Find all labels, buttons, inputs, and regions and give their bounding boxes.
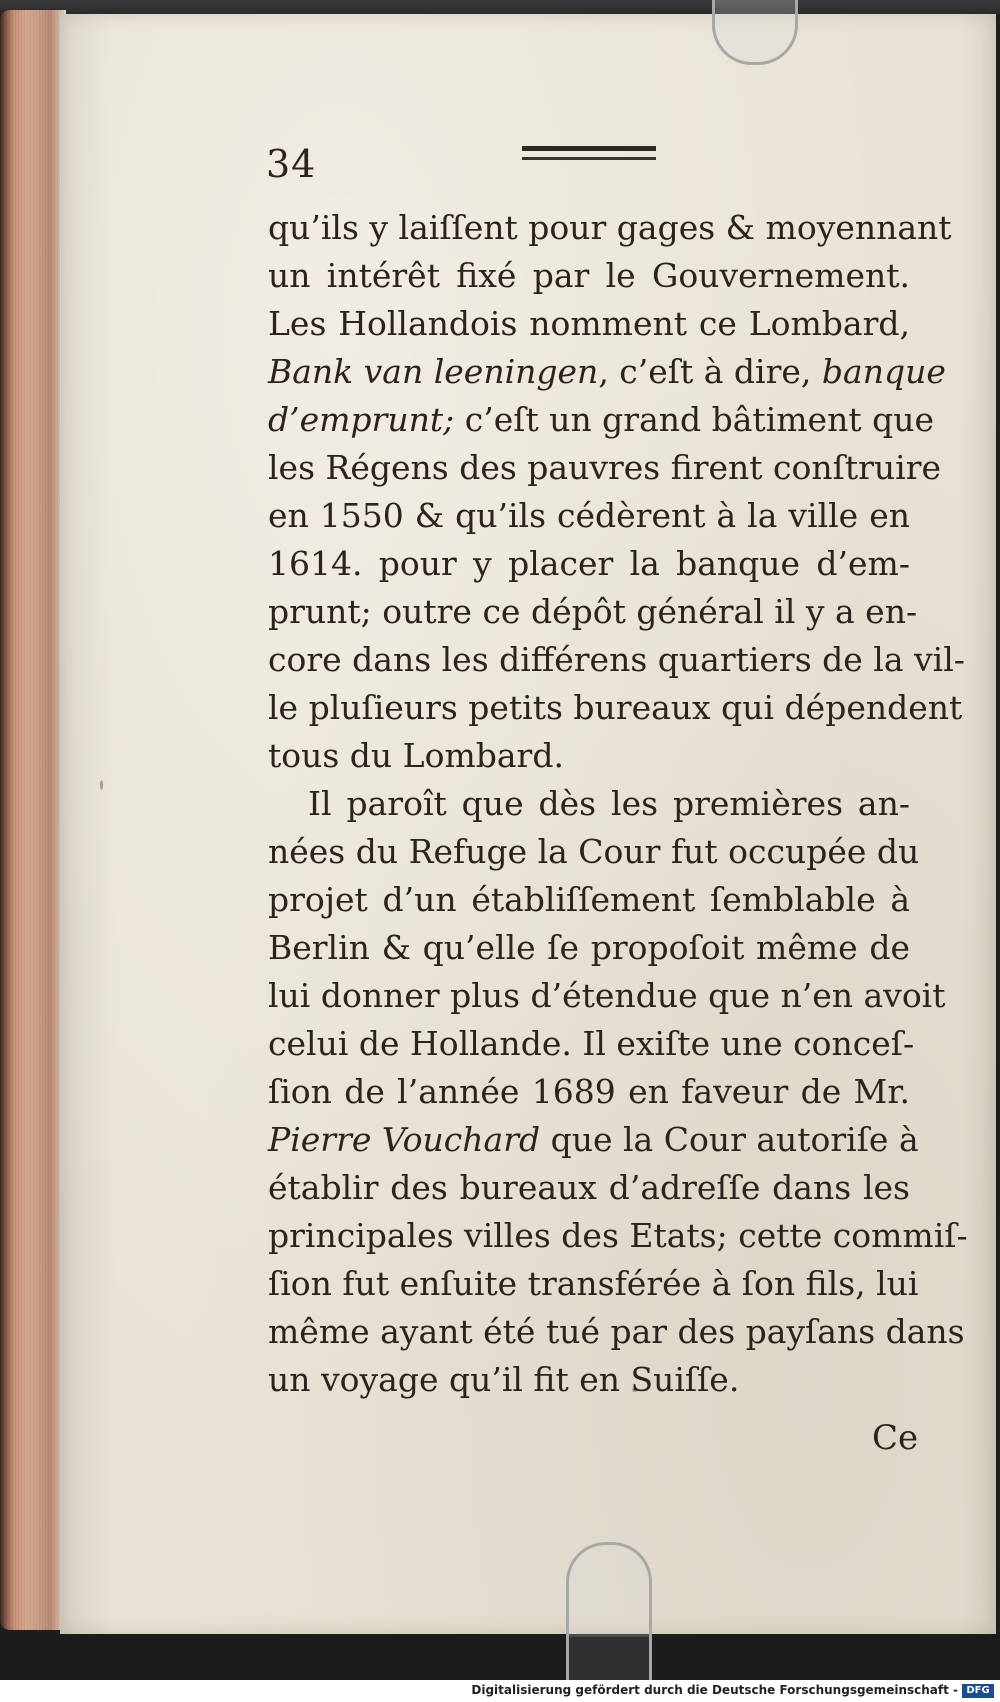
catchword: Ce — [872, 1418, 919, 1458]
text-line — [268, 540, 910, 588]
paper-speck — [100, 780, 103, 790]
text-line — [268, 1308, 965, 1356]
text-line — [268, 1260, 919, 1308]
page-number: 34 — [266, 142, 317, 186]
text-run: qu’ils y laiſſent pour gages & moyennant — [268, 208, 952, 247]
text-line — [268, 444, 942, 492]
text-line — [268, 636, 965, 684]
book-page-edges — [0, 10, 66, 1630]
text-run: projet d’un établiſſement ſemblable à — [268, 880, 910, 919]
text-line — [268, 924, 910, 972]
text-run: prunt; outre ce dépôt général il y a en- — [268, 592, 918, 631]
text-line — [268, 1164, 910, 1212]
text-run: principales villes des Etats; cette commiſ- — [268, 1216, 968, 1255]
text-run: même ayant été tué par des payſans dans — [268, 1312, 965, 1351]
text-run: ſion fut enſuite transférée à ſon fils, lui — [268, 1264, 919, 1303]
text-line — [268, 204, 952, 252]
text-run: les Régens des pauvres firent conſtruire — [268, 448, 942, 487]
text-line — [268, 1356, 910, 1404]
text-run: nées du Refuge la Cour fut occupée du — [268, 832, 920, 871]
text-run: un voyage qu’il fit en Suiſſe. — [268, 1360, 740, 1399]
digitization-credit: Digitalisierung gefördert durch die Deutsche Forschungsgemeinschaft - — [471, 1683, 958, 1697]
text-run: Les Hollandois nomment ce Lombard, — [268, 304, 910, 343]
italic-text: Pierre Vouchard — [268, 1120, 541, 1159]
text-line — [268, 300, 910, 348]
text-line — [268, 732, 910, 780]
text-run: tous du Lombard. — [268, 736, 564, 775]
italic-text: d’emprunt; — [268, 400, 455, 439]
text-line — [268, 348, 946, 396]
text-run: que la Cour autoriſe à — [540, 1120, 919, 1159]
text-line — [268, 1212, 968, 1260]
dfg-logo: DFG — [962, 1684, 994, 1698]
text-line — [268, 972, 946, 1020]
text-line — [268, 1116, 919, 1164]
text-line — [268, 252, 910, 300]
text-run: Berlin & qu’elle ſe propoſoit même de — [268, 928, 910, 967]
text-line — [268, 492, 910, 540]
text-run: c’eſt un grand bâtiment que — [454, 400, 934, 439]
text-run: Il paroît que dès les premières an- — [308, 784, 910, 823]
text-run: le pluſieurs petits bureaux qui dépendent — [268, 688, 963, 727]
page-clamp-bottom — [566, 1542, 652, 1637]
scanner-bottom-edge — [0, 1634, 1000, 1680]
text-run: en 1550 & qu’ils cédèrent à la ville en — [268, 496, 910, 535]
italic-text: Bank van leeningen — [268, 352, 599, 391]
scanner-top-edge — [0, 0, 1000, 14]
italic-text: banque — [821, 352, 946, 391]
text-run: établir des bureaux d’adreſſe dans les — [268, 1168, 910, 1207]
text-line — [268, 1068, 910, 1116]
text-line — [268, 828, 920, 876]
text-line — [268, 876, 910, 924]
text-run: , c’eſt à dire, — [598, 352, 822, 391]
text-run: un intérêt fixé par le Gouvernement. — [268, 256, 910, 295]
text-run: core dans les différens quartiers de la vil- — [268, 640, 965, 679]
text-run: ſion de l’année 1689 en faveur de Mr. — [268, 1072, 910, 1111]
text-line — [268, 780, 910, 828]
body-text — [268, 204, 968, 1404]
text-line — [268, 684, 963, 732]
text-run: celui de Hollande. Il exiſte une conceſ- — [268, 1024, 915, 1063]
header-rule — [522, 146, 656, 160]
text-line — [268, 588, 918, 636]
text-line — [268, 396, 934, 444]
text-run: lui donner plus d’étendue que n’en avoit — [268, 976, 946, 1015]
text-run: 1614. pour y placer la banque d’em- — [268, 544, 910, 583]
text-line — [268, 1020, 915, 1068]
